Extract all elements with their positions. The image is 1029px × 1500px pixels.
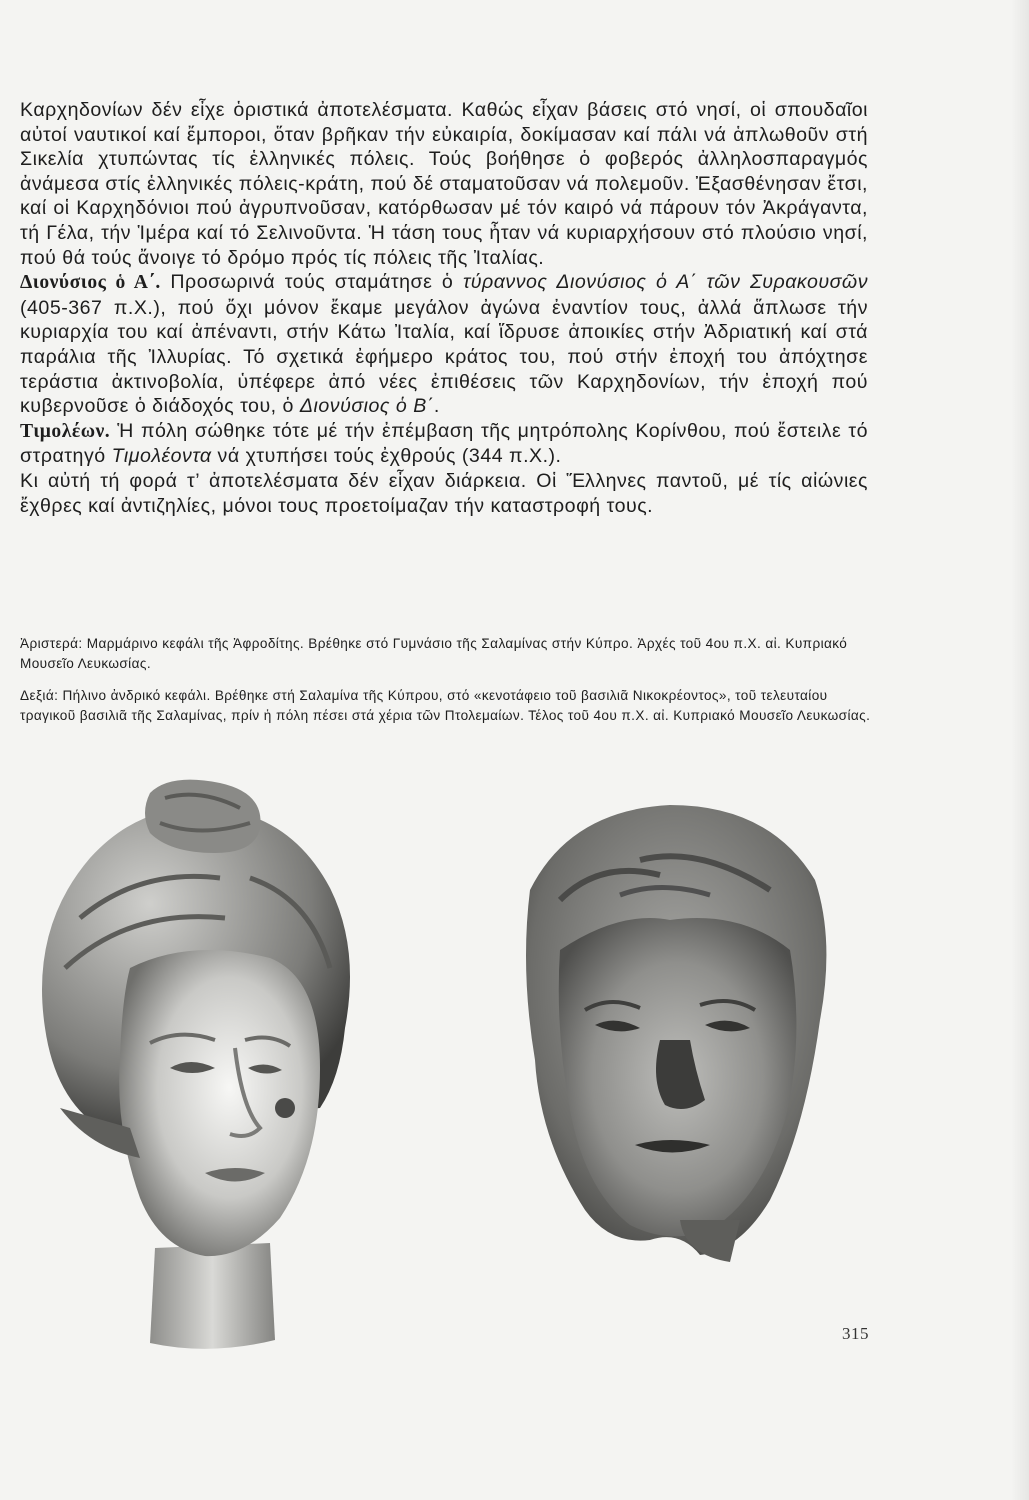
p2-text-c: . <box>433 395 440 418</box>
caption-right: Δεξιά: Πήλινο ἀνδρικό κεφάλι. Βρέθηκε στή Σαλαμίνα τῆς Κύπρου, στό «κενοτάφειο τοῦ βασιλιᾶ Νικοκρέοντος», τοῦ τελευταίου τραγικοῦ βασιλιᾶ τῆς Σαλαμίνας, πρίν ἡ πόλη πέσει στά χέρια τῶν Πτολεμαίων. Τέλος τοῦ 4ου π.Χ. αἰ. Κυπριακό Μουσεῖο Λευκωσίας. <box>20 688 871 723</box>
page-edge-shadow <box>1011 0 1029 1500</box>
paragraph-1: Καρχηδονίων δέν εἶχε ὁριστικά ἀποτελέσματα. Καθώς εἶχαν βάσεις στό νησί, οἱ σπουδαῖοι αὐτοί ναυτικοί καί ἔμποροι, ὅταν βρῆκαν τήν εὐκαιρία, δοκίμασαν καί πάλι νά ἁπλωθοῦν στή Σικελία χτυπώντας τίς ἑλληνικές πόλεις. Τούς βοήθησε ὁ φοβερός ἀλληλοσπαραγμός ἀνάμεσα στίς ἑλληνικές πόλεις-κράτη, πού δέ σταματοῦσαν νά πολεμοῦν. Ἐξασθένησαν ἔτσι, καί οἱ Καρχηδόνιοι πού ἀγρυπνοῦσαν, κατόρθωσαν μέ τόν καιρό νά πάρουν τόν Ἀκράγαντα, τή Γέλα, τήν Ἱμέρα καί τό Σελινοῦντα. Ἡ τάση τους ἦταν νά κυριαρχήσουν στό πλούσιο νησί, πού θά τούς ἄνοιγε τό δρόμο πρός τίς πόλεις τῆς Ἰταλίας. <box>20 99 868 269</box>
paragraph-3 <box>20 419 868 469</box>
p3-text-b: νά χτυπήσει τούς ἐχθρούς (344 π.Χ.). <box>211 445 562 468</box>
p2-emphasis-b: Διονύσιος ὁ Β΄ <box>299 395 434 418</box>
p2-emphasis-a: τύραννος Διονύσιος ὁ Α΄ τῶν Συρακουσῶν <box>462 271 868 294</box>
section-title-dionysios: Διονύσιος ὁ Α΄. <box>20 272 161 294</box>
paragraph-2 <box>20 270 868 419</box>
page-number: 315 <box>842 1324 869 1343</box>
p2-text-a: Προσωρινά τούς σταμάτησε ὁ <box>160 271 463 294</box>
section-title-timoleon: Τιμολέων. <box>20 420 111 442</box>
paragraph-4: Κι αὐτή τή φορά τ’ ἀποτελέσματα δέν εἶχαν διάρκεια. Οἱ Ἕλληνες παντοῦ, μέ τίς αἰώνιες ἔχθρες καί ἀντιζηλίες, μόνοι τους προετοίμαζαν τήν καταστροφή τους. <box>20 469 868 517</box>
caption-left: Ἀριστερά: Μαρμάρινο κεφάλι τῆς Ἀφροδίτης. Βρέθηκε στό Γυμνάσιο τῆς Σαλαμίνας στήν Κύπρο. Ἀρχές τοῦ 4ου π.Χ. αἰ. Κυπριακό Μουσεῖο Λευκωσίας. <box>20 636 848 671</box>
figure-captions <box>20 634 878 738</box>
aphrodite-marble-head-photo <box>20 778 365 1356</box>
terracotta-male-head-photo <box>500 800 835 1266</box>
main-text <box>20 98 868 518</box>
p3-emphasis-a: Τιμολέοντα <box>111 445 212 468</box>
p3-text-a: Ἡ πόλη σώθηκε τότε μέ τήν ἐπέμβαση τῆς μητρόπολης Κορίνθου, πού ἔστειλε τό στρατηγό <box>20 419 868 468</box>
p2-text-b: (405-367 π.Χ.), πού ὄχι μόνον ἔκαμε μεγάλον ἀγώνα ἐναντίον τους, ἀλλά ἅπλωσε τήν κυριαρχία του καί ἀπέναντι, στήν Κάτω Ἰταλία, καί ἵδρυσε ἀποικίες στήν Ἀδριατική καί στά παράλια τῆς Ἰλλυρίας. Τό σχετικά ἐφήμερο κράτος του, πού στήν ἐποχή του ἀπόχτησε τεράστια ἀκτινοβολία, ὑπέφερε ἀπό νέες ἐπιθέσεις τῶν Καρχηδονίων, τήν ἐποχή πού κυβερνοῦσε ὁ διάδοχός του, ὁ <box>20 296 868 418</box>
